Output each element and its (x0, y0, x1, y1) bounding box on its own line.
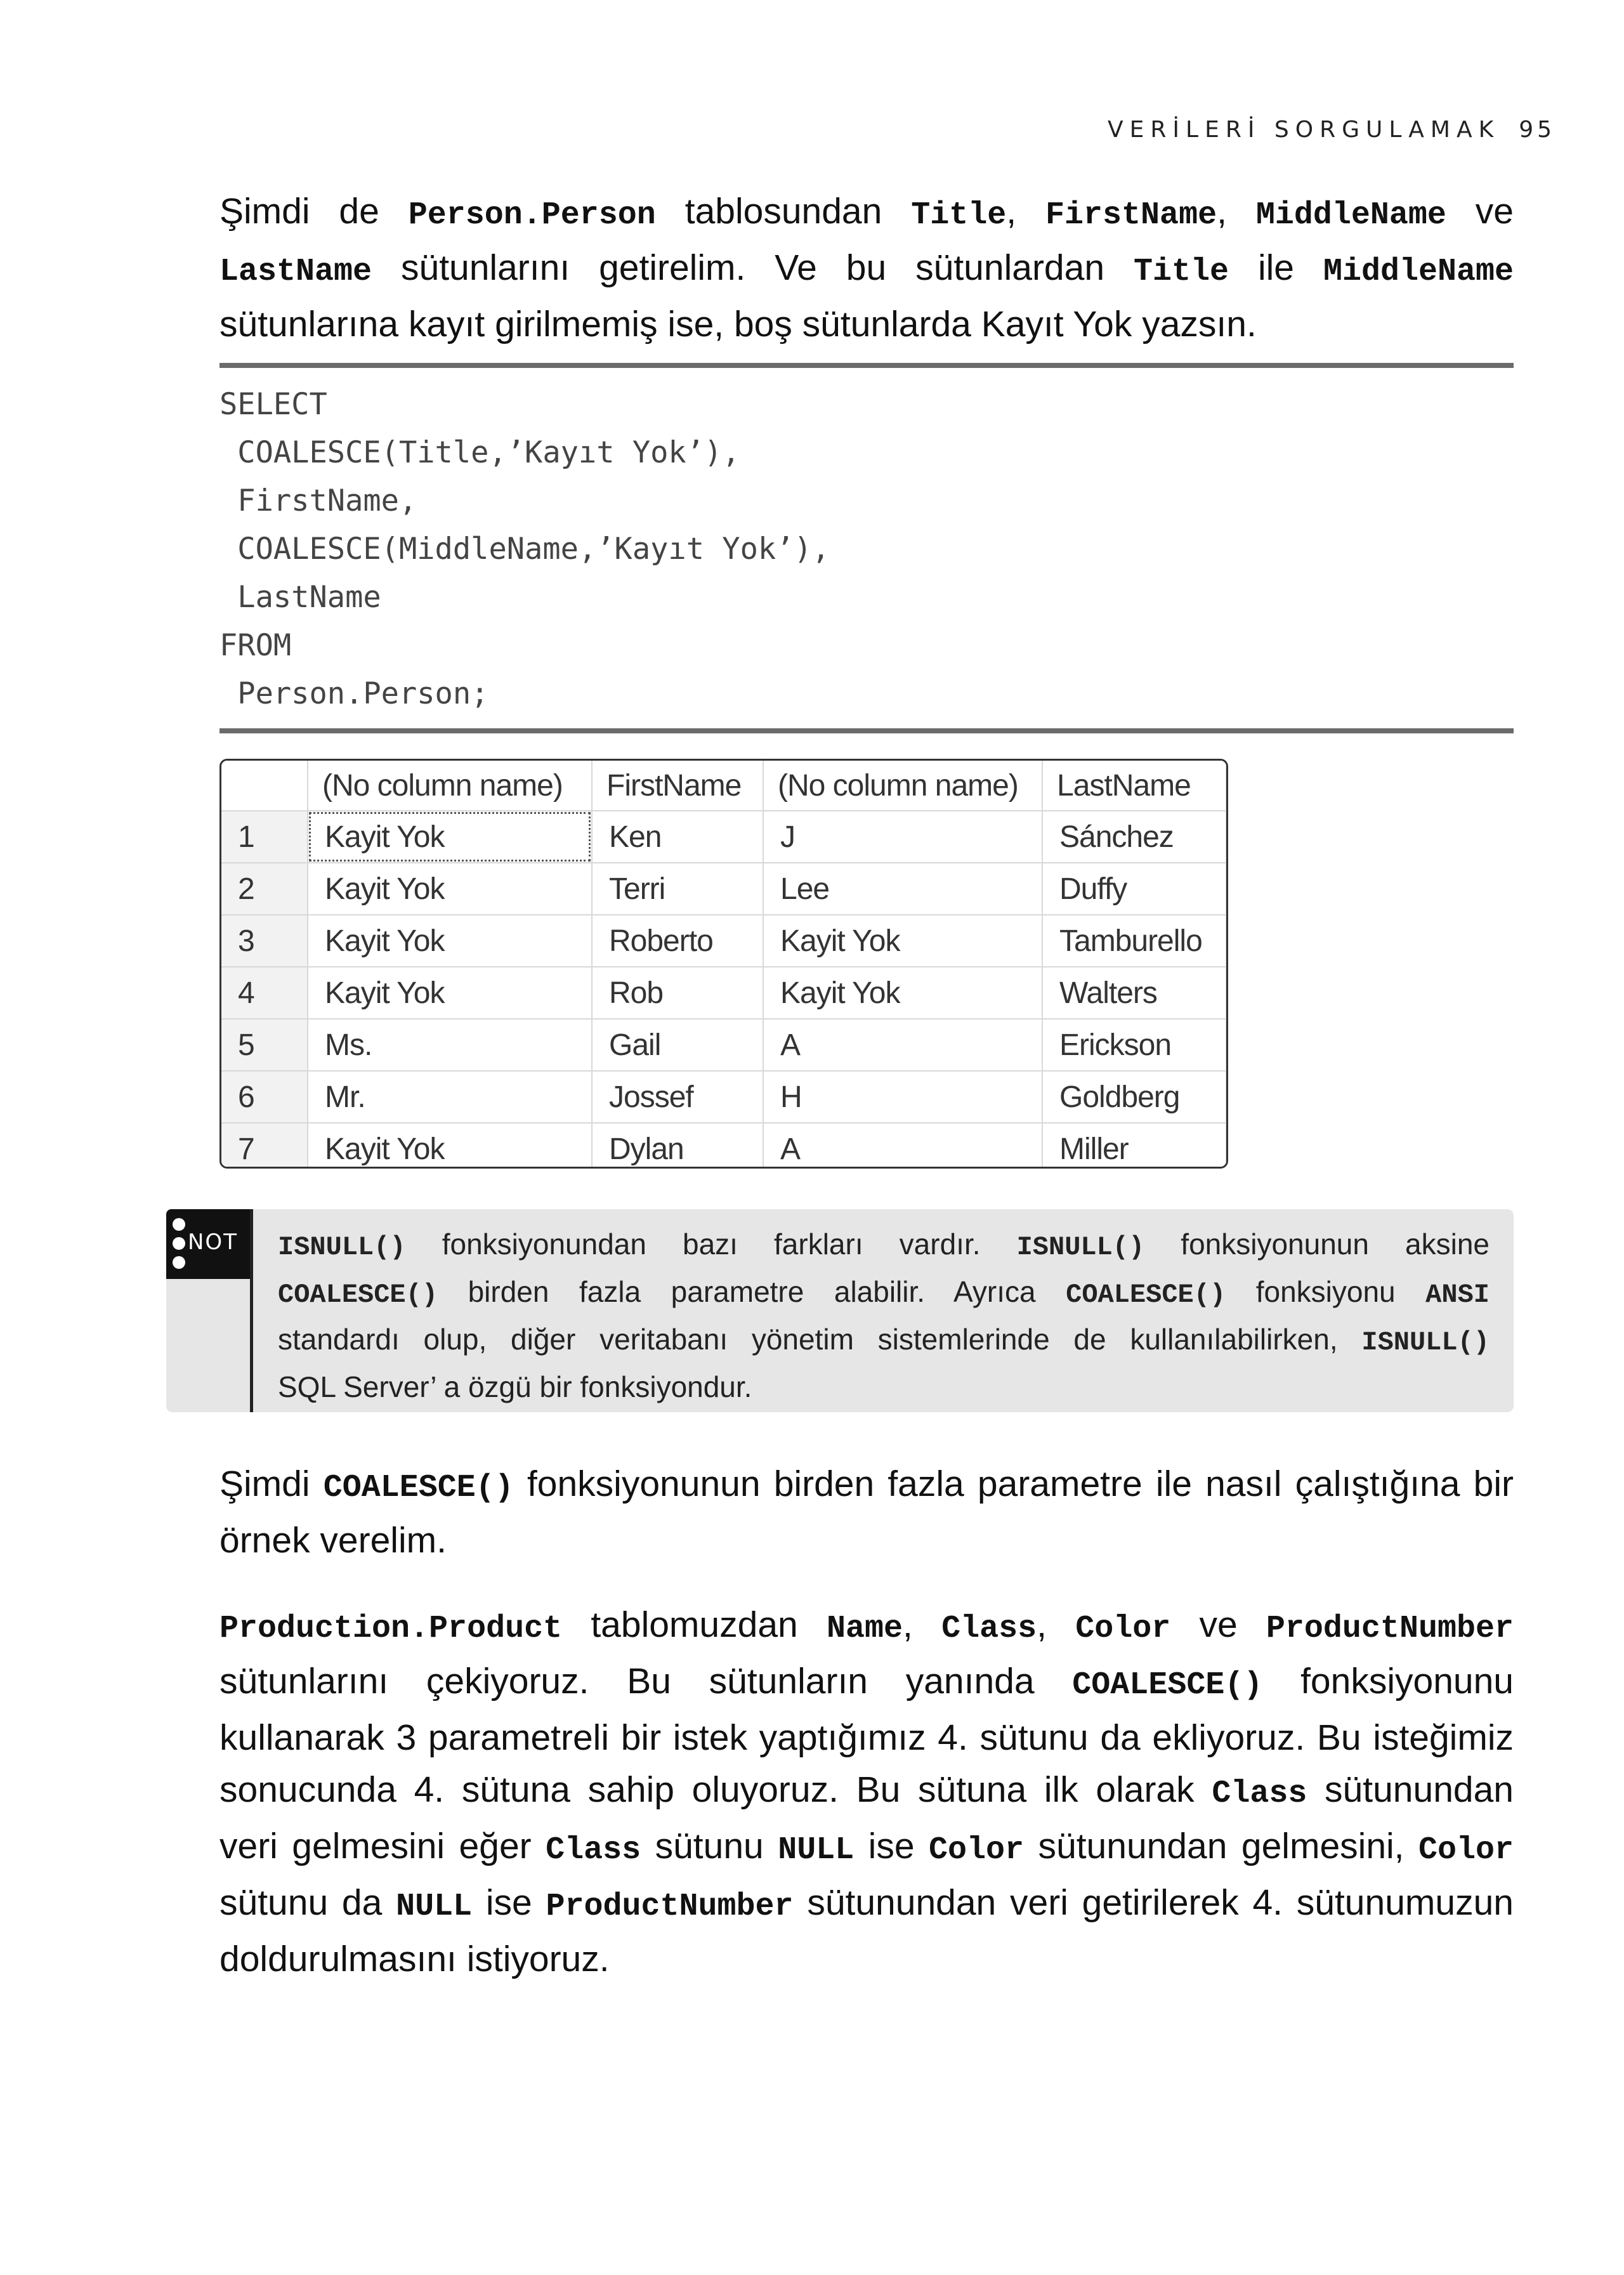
text-run: fonksiyonunun aksine (1144, 1228, 1490, 1261)
grid-cell[interactable]: Mr. (308, 1071, 592, 1123)
table-row (221, 1019, 1226, 1071)
inline-code: Color (929, 1832, 1025, 1868)
text-run: sütunlarını getirelim. Ve bu sütunlardan (372, 247, 1134, 288)
text-run: sütunundan (1307, 1769, 1514, 1810)
inline-code: Class (546, 1832, 641, 1868)
grid-cell[interactable]: Kayit Yok (308, 1123, 592, 1169)
product-paragraph (219, 1599, 1514, 1985)
bullet-dot-icon (173, 1218, 185, 1231)
table-row (221, 863, 1226, 915)
row-number[interactable]: 4 (221, 967, 308, 1019)
text-run: sütunlarını çekiyoruz. Bu sütunların yanında (219, 1661, 1073, 1701)
note-badge (166, 1209, 251, 1412)
paragraph-line (219, 1764, 1514, 1820)
note-line (278, 1269, 1490, 1317)
table-row (221, 1123, 1226, 1169)
code-line: COALESCE(Title,’Kayıt Yok’), (219, 435, 740, 470)
text-run: , (1217, 191, 1256, 232)
inline-code: Production.Product (219, 1611, 563, 1647)
inline-code: ProductNumber (546, 1889, 794, 1925)
text-run: fonksiyonunun birden fazla parametre ile nasıl çalıştığına bir (513, 1464, 1514, 1504)
text-run: , (903, 1604, 942, 1645)
paragraph-line (219, 1458, 1514, 1514)
inline-code: ANSI (1425, 1280, 1490, 1310)
inline-code: MiddleName (1255, 197, 1446, 233)
text-run: Şimdi de (219, 191, 409, 232)
inline-code: Name (826, 1611, 903, 1647)
note-line: SQL Server’ a özgü bir fonksiyondur. (278, 1370, 752, 1403)
code-line: Person.Person; (219, 676, 489, 711)
grid-cell[interactable]: A (763, 1019, 1042, 1071)
paragraph-line (219, 1655, 1514, 1712)
note-text (278, 1222, 1490, 1409)
grid-cell[interactable]: J (763, 811, 1042, 863)
bullet-dot-icon (173, 1256, 185, 1269)
paragraph-line: sütunlarına kayıt girilmemiş ise, boş sütunlarda Kayıt Yok yazsın. (219, 304, 1257, 344)
result-grid (219, 759, 1228, 1169)
grid-cell[interactable]: Lee (763, 863, 1042, 915)
inline-code: FirstName (1045, 197, 1217, 233)
inline-code: COALESCE() (1066, 1280, 1226, 1310)
text-run: ve (1446, 191, 1514, 232)
running-header (190, 117, 1555, 143)
inline-code: COALESCE() (278, 1280, 438, 1310)
column-header[interactable]: (No column name) (763, 761, 1042, 811)
text-run: ile (1229, 247, 1323, 288)
table-row (221, 967, 1226, 1019)
paragraph-line: kullanarak 3 parametreli bir istek yaptığımız 4. sütunu da ekliyoruz. Bu isteğimiz (219, 1717, 1514, 1758)
note-badge-label: NOT (188, 1229, 238, 1255)
paragraph-line (219, 1877, 1514, 1933)
column-header[interactable]: FirstName (592, 761, 763, 811)
inline-code: COALESCE() (1072, 1667, 1263, 1703)
text-run: veri gelmesini eğer (219, 1826, 546, 1866)
grid-cell[interactable]: Kayit Yok (308, 967, 592, 1019)
grid-cell[interactable]: Roberto (592, 915, 763, 967)
grid-cell[interactable]: Erickson (1042, 1019, 1226, 1071)
inline-code: ProductNumber (1266, 1611, 1514, 1647)
grid-cell[interactable]: Rob (592, 967, 763, 1019)
text-run: standardı olup, diğer veritabanı yönetim sistemlerinde de kullanılabilirken, (278, 1323, 1362, 1356)
inline-code: MiddleName (1323, 254, 1514, 290)
grid-cell[interactable]: Kayit Yok (308, 915, 592, 967)
inline-code: ISNULL() (1361, 1327, 1490, 1358)
text-run: ve (1170, 1604, 1266, 1645)
grid-cell[interactable]: Ken (592, 811, 763, 863)
grid-cell[interactable]: Goldberg (1042, 1071, 1226, 1123)
paragraph-line (219, 242, 1514, 298)
grid-cell[interactable]: Ms. (308, 1019, 592, 1071)
text-run: birden fazla parametre alabilir. Ayrıca (438, 1275, 1066, 1308)
inline-code: Title (911, 197, 1007, 233)
grid-cell[interactable]: Kayit Yok (308, 863, 592, 915)
text-run: , (1006, 191, 1046, 232)
grid-cell-selected[interactable]: Kayit Yok (308, 811, 592, 863)
text-run: fonksiyonunu (1262, 1661, 1514, 1701)
text-run: ise (472, 1882, 546, 1923)
grid-cell[interactable]: Tamburello (1042, 915, 1226, 967)
note-box (166, 1209, 1514, 1412)
sql-code-block (219, 381, 830, 718)
text-run: sütunu (641, 1826, 778, 1866)
text-run: sonucunda 4. sütuna sahip oluyoruz. Bu sütuna ilk olarak (219, 1769, 1212, 1810)
table-row (221, 1071, 1226, 1123)
text-run: Şimdi (219, 1464, 324, 1504)
row-number[interactable]: 3 (221, 915, 308, 967)
row-number[interactable]: 5 (221, 1019, 308, 1071)
text-run: ise (854, 1826, 929, 1866)
paragraph-line: doldurulmasını istiyoruz. (219, 1939, 610, 1979)
inline-code: NULL (396, 1889, 473, 1925)
text-run: sütunundan veri getirilerek 4. sütunumuzun (793, 1882, 1514, 1923)
paragraph-line (219, 1820, 1514, 1877)
note-divider (250, 1209, 253, 1412)
example-intro-paragraph (219, 1458, 1514, 1566)
grid-cell[interactable]: A (763, 1123, 1042, 1169)
grid-cell[interactable]: Duffy (1042, 863, 1226, 915)
paragraph-line (219, 185, 1514, 242)
text-run: , (1037, 1604, 1076, 1645)
grid-cell[interactable]: Kayit Yok (763, 967, 1042, 1019)
grid-corner-cell (221, 761, 308, 811)
text-run: fonksiyonundan bazı farkları vardır. (405, 1228, 1017, 1261)
code-line: SELECT (219, 387, 327, 422)
chapter-title: VERİLERİ SORGULAMAK (1108, 117, 1500, 143)
column-header[interactable]: (No column name) (308, 761, 592, 811)
grid-cell[interactable]: Walters (1042, 967, 1226, 1019)
inline-code: ISNULL() (1016, 1232, 1145, 1262)
grid-cell[interactable]: Sánchez (1042, 811, 1226, 863)
code-line: FirstName, (219, 483, 417, 518)
grid-cell[interactable]: Terri (592, 863, 763, 915)
inline-code: Title (1133, 254, 1229, 290)
row-number[interactable]: 1 (221, 811, 308, 863)
text-run: fonksiyonu (1226, 1275, 1426, 1308)
column-header[interactable]: LastName (1042, 761, 1226, 811)
inline-code: Color (1418, 1832, 1514, 1868)
grid-cell[interactable]: Gail (592, 1019, 763, 1071)
inline-code: Class (1212, 1776, 1307, 1812)
inline-code: LastName (219, 254, 372, 290)
row-number[interactable]: 7 (221, 1123, 308, 1169)
row-number[interactable]: 6 (221, 1071, 308, 1123)
inline-code: Person.Person (408, 197, 656, 233)
grid-cell[interactable]: Jossef (592, 1071, 763, 1123)
code-line: LastName (219, 580, 381, 615)
note-badge-background (166, 1209, 251, 1279)
table-row (221, 811, 1226, 863)
code-line: COALESCE(MiddleName,’Kayıt Yok’), (219, 532, 830, 567)
table-row (221, 915, 1226, 967)
grid-cell[interactable]: Miller (1042, 1123, 1226, 1169)
grid-cell[interactable]: Dylan (592, 1123, 763, 1169)
inline-code: Class (941, 1611, 1037, 1647)
paragraph-line (219, 1599, 1514, 1655)
inline-code: Color (1075, 1611, 1171, 1647)
note-line (278, 1317, 1490, 1365)
grid-cell[interactable]: H (763, 1071, 1042, 1123)
inline-code: ISNULL() (278, 1232, 406, 1262)
intro-paragraph (219, 185, 1514, 350)
inline-code: NULL (778, 1832, 855, 1868)
row-number[interactable]: 2 (221, 863, 308, 915)
page-number: 95 (1519, 117, 1555, 143)
inline-code: COALESCE() (323, 1470, 514, 1506)
text-run: sütunu da (219, 1882, 396, 1923)
text-run: tablosundan (655, 191, 912, 232)
bullet-dot-icon (173, 1237, 185, 1250)
note-line (278, 1222, 1490, 1269)
code-bottom-rule (219, 728, 1514, 733)
code-top-rule (219, 363, 1514, 368)
grid-header-row (221, 761, 1226, 811)
paragraph-line: örnek verelim. (219, 1520, 447, 1561)
text-run: sütunundan gelmesini, (1024, 1826, 1418, 1866)
code-line: FROM (219, 628, 292, 663)
result-table (221, 761, 1227, 1169)
grid-cell[interactable]: Kayit Yok (763, 915, 1042, 967)
text-run: tablomuzdan (562, 1604, 827, 1645)
